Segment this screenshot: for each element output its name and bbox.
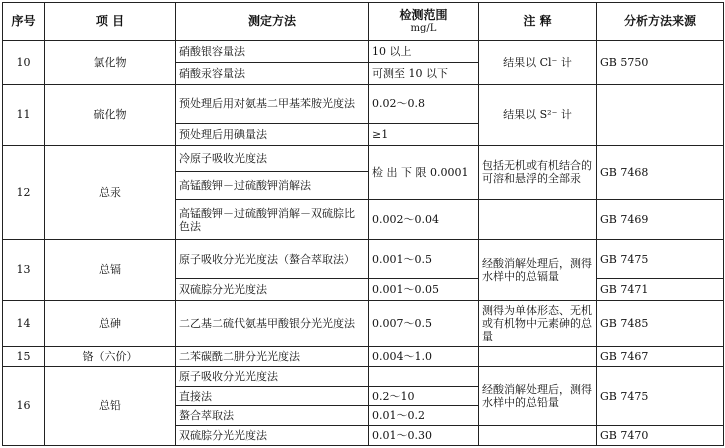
method: 二苯碳酰二肼分光光度法	[176, 347, 369, 367]
method: 双硫腙分光光度法	[176, 426, 369, 446]
source: GB 7475	[597, 366, 724, 425]
range: 0.007～0.5	[369, 301, 479, 347]
range: 10 以上	[369, 41, 479, 63]
range: 0.01～0.2	[369, 406, 479, 426]
source: GB 5750	[597, 41, 724, 85]
table-row	[3, 145, 724, 171]
note: 包括无机或有机结合的可溶和悬浮的全部汞	[479, 145, 597, 200]
range: 可测至 10 以下	[369, 63, 479, 85]
source: GB 7470	[597, 426, 724, 446]
range: ≥1	[369, 123, 479, 145]
method: 高锰酸钾－过硫酸钾消解法	[176, 171, 369, 200]
method: 预处理后用对氨基二甲基苯胺光度法	[176, 85, 369, 123]
row-number: 14	[3, 301, 45, 347]
table-row	[3, 239, 724, 278]
source: GB 7467	[597, 347, 724, 367]
header-source: 分析方法来源	[597, 3, 724, 41]
note	[479, 347, 597, 367]
header-range-unit: mg/L	[410, 22, 437, 34]
source: GB 7468	[597, 145, 724, 200]
row-number: 10	[3, 41, 45, 85]
method: 硝酸银容量法	[176, 41, 369, 63]
header-range	[369, 3, 479, 41]
table-row	[3, 41, 724, 63]
item-name: 铬（六价）	[45, 347, 176, 367]
table-row	[3, 366, 724, 386]
table-row	[3, 301, 724, 347]
source	[597, 85, 724, 145]
method: 双硫腙分光光度法	[176, 279, 369, 301]
table-row	[3, 85, 724, 123]
item-name: 总镉	[45, 239, 176, 300]
header-no: 序号	[3, 3, 45, 41]
method: 二乙基二硫代氨基甲酸银分光光度法	[176, 301, 369, 347]
method: 原子吸收分光光度法（螯合萃取法）	[176, 239, 369, 278]
note: 经酸消解处理后，测得水样中的总镉量	[479, 239, 597, 300]
item-name: 氯化物	[45, 41, 176, 85]
range: 0.002～0.04	[369, 200, 479, 239]
note-empty	[479, 200, 597, 239]
range: 0.02～0.8	[369, 85, 479, 123]
range: 0.001～0.5	[369, 239, 479, 278]
method: 原子吸收分光光度法	[176, 366, 369, 386]
header-row	[3, 3, 724, 41]
header-method: 测定方法	[176, 3, 369, 41]
range: 0.004～1.0	[369, 347, 479, 367]
range: 0.2～10	[369, 386, 479, 406]
method: 高锰酸钾－过硫酸钾消解－双硫腙比色法	[176, 200, 369, 239]
header-range-label: 检测范围	[399, 7, 448, 22]
note: 经酸消解处理后，测得水样中的总铅量	[479, 366, 597, 425]
item-name: 总汞	[45, 145, 176, 239]
range: 0.001～0.05	[369, 279, 479, 301]
note: 测得为单体形态、无机或有机物中元素砷的总量	[479, 301, 597, 347]
range	[369, 366, 479, 386]
source: GB 7471	[597, 279, 724, 301]
source: GB 7475	[597, 239, 724, 278]
item-name: 总砷	[45, 301, 176, 347]
row-number: 11	[3, 85, 45, 145]
method: 直接法	[176, 386, 369, 406]
header-item: 项 目	[45, 3, 176, 41]
row-number: 12	[3, 145, 45, 239]
row-number: 15	[3, 347, 45, 367]
range: 0.01～0.30	[369, 426, 479, 446]
method: 硝酸汞容量法	[176, 63, 369, 85]
note-empty	[479, 426, 597, 446]
note: 结果以 Cl⁻ 计	[479, 41, 597, 85]
item-name: 硫化物	[45, 85, 176, 145]
row-number: 16	[3, 366, 45, 445]
source: GB 7485	[597, 301, 724, 347]
item-name: 总铅	[45, 366, 176, 445]
analysis-methods-table	[2, 2, 724, 446]
note: 结果以 S²⁻ 计	[479, 85, 597, 145]
method: 预处理后用碘量法	[176, 123, 369, 145]
source: GB 7469	[597, 200, 724, 239]
row-number: 13	[3, 239, 45, 300]
method: 螯合萃取法	[176, 406, 369, 426]
table-row	[3, 347, 724, 367]
range: 检 出 下 限 0.0001	[369, 145, 479, 200]
method: 冷原子吸收光度法	[176, 145, 369, 171]
header-note: 注 释	[479, 3, 597, 41]
